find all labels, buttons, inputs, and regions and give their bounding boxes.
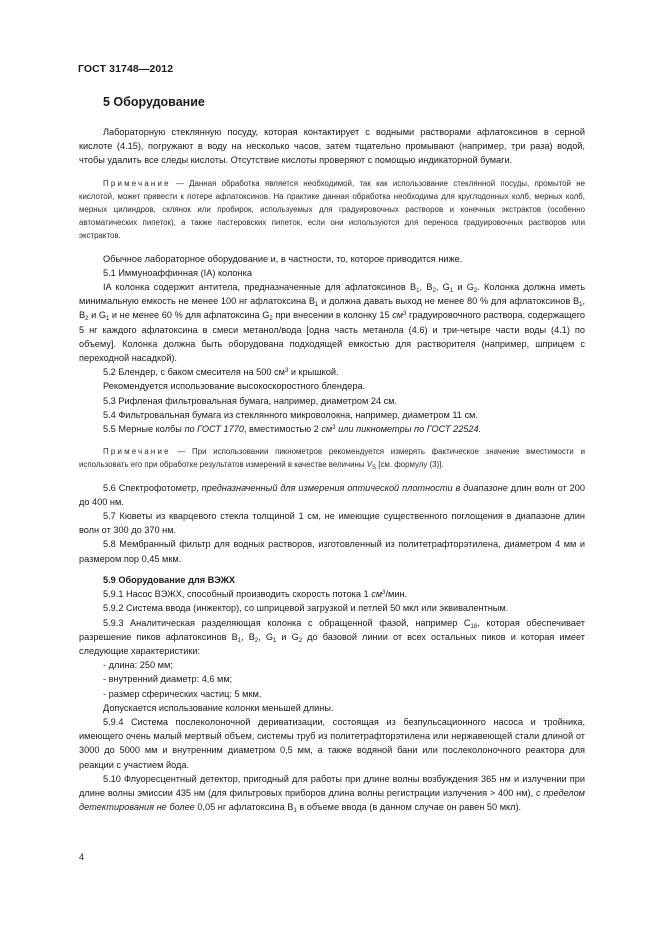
page-number: 4 [79,852,85,862]
paragraph-intro: Лабораторную стеклянную посуду, которая контактирует с водными растворами афлатоксинов в серной кислоте (4.15), погружают в воду на несколько часов, затем тщательно промывают (например, три раза) водой, чтобы удалить все следы кислоты. Отсутствие кислоты проверяют с помощью индикаторной бумаги. [79,127,585,166]
list-item: - внутренний диаметр: 4,6 мм; [103,674,233,685]
paragraph-5-9-1: 5.9.1 Насос ВЭЖХ, способный производить скорость потока 1 $см^3$/мин. [103,589,408,600]
section-title: 5 Оборудование [103,95,205,109]
paragraph-5-1-title: 5.1 Иммуноаффинная (IA) колонка [103,267,252,278]
subsection-5-9-title: 5.9 Оборудование для ВЭЖХ [103,574,236,585]
paragraph-5-9-3: 5.9.3 Аналитическая разделяющая колонка с обращенной фазой, например $C_{18}$, которая обеспечивает разрешение пиков афлатоксинов $B_1$, $B_2$, $G_1$ и $G_2$ до базовой линии от всех остальных пиков и которая имеет следующие характеристики: [79,617,586,656]
note-label: Примечание [103,447,171,457]
paragraph-5-7: 5.7 Кюветы из кварцевого стекла толщиной 1 см, не имеющие существенного поглощения в диапазоне длин волн от 300 до 370 нм. [79,511,585,536]
paragraph-5-6: 5.6 Спектрофотометр, предназначенный для измерения оптической плотности в диапазоне длин волн от 200 до 400 нм. [79,482,585,507]
list-item: - длина: 250 мм; [103,660,173,671]
paragraph-5-2-recommendation: Рекомендуется использование высокоскоростного блендера. [103,381,366,392]
paragraph-5-4: 5.4 Фильтровальная бумага из стеклянного микроволокна, например, диаметром 11 см. [103,409,478,420]
paragraph-5-1-text: IA колонка содержит антитела, предназначенные для афлатоксинов $B_1$, $B_2$, $G_1$ и $G_2$. Колонка должна иметь минимальную емкость не менее 100 нг афлатоксина $B_1$ и должна давать выход не менее 80 % для афлатоксинов $B_1$, $B_2$ и $G_1$ и не менее 60 % для афлатоксина $G_2$ при внесении в колонку 15 $см^3$ градуировочного раствора, содержащего 5 нг каждого афлатоксина в смеси метанол/вода [одна часть метанола (4.6) и три-четыре части воды (4.1) по объему]. Колонка должна быть оборудована подходящей емкостью для растворителя (например, шприцем с переходной насадкой). [79,282,586,364]
paragraph-5-3: 5.3 Рифленая фильтровальная бумага, например, диаметром 24 см. [103,395,398,406]
paragraph-5-2: 5.2 Блендер, с баком смесителя на 500 $см^3$ и крышкой. [103,367,339,378]
paragraph-5-9-2: 5.9.2 Система ввода (инжектор), со шприцевой загрузкой и петлей 50 мкл или эквивалентным. [103,603,509,614]
paragraph-5-9-3-end: Допускается использование колонки меньшей длины. [103,702,334,713]
paragraph-5-5: 5.5 Мерные колбы по ГОСТ 1770, вместимостью 2 $см^3$ или пикнометры по ГОСТ 22524. [103,424,482,435]
note-1: Примечание — Данная обработка является необходимой, так как использование стеклянной посуды, промытой не кислотой, может привести к потере афлатоксинов. На практике данная обработка необходима для круглодонных колб, мерных колб, мерных цилиндров, склянок или пробирок, используемых для градуировочных растворов и конечных экстрактов (особенно автоматических пипеток), а также пастеровских пипеток, если они используются для переноса градуировочных растворов или экстрактов. [79,178,585,241]
paragraph-5-8: 5.8 Мембранный фильтр для водных растворов, изготовленный из политетрафторэтилена, диаметром 4 мм и размером пор 0,45 мкм. [79,539,585,564]
list-item: - размер сферических частиц: 5 мкм. [103,688,262,699]
paragraph-general: Обычное лабораторное оборудование и, в частности, то, которое приводится ниже. [103,253,463,264]
note-label: Примечание [103,178,171,188]
paragraph-5-10: 5.10 Флуоресцентный детектор, пригодный для работы при длине волны возбуждения 365 нм и излучении при длине волны эмиссии 435 нм (для фильтровых приборов длина волны регистрации излучения > 400 нм), с пределом детектирования не более 0,05 нг афлатоксина $B_1$ в объеме ввода (в данном случае он равен 50 мкл). [79,773,585,815]
document-body [79,125,585,814]
paragraph-5-9-4: 5.9.4 Система послеколоночной дериватизации, состоящая из безпульсационного насоса и тройника, имеющего очень малый мертвый объем, системы труб из политетрафторэтилена или нержавеющей стали длиной от 3000 до 5000 мм и внутренним диаметром 0,5 мм, а также водяной бани или послеколоночного реактора для реакции с участием йода. [79,716,585,770]
note-2: Примечание — При использовании пикнометров рекомендуется измерять фактическое значение вместимости и использовать его при обработке результатов измерений в качестве величины $V_S$ [см. формулу (3)]. [79,447,585,472]
document-header: ГОСТ 31748—2012 [78,63,174,75]
